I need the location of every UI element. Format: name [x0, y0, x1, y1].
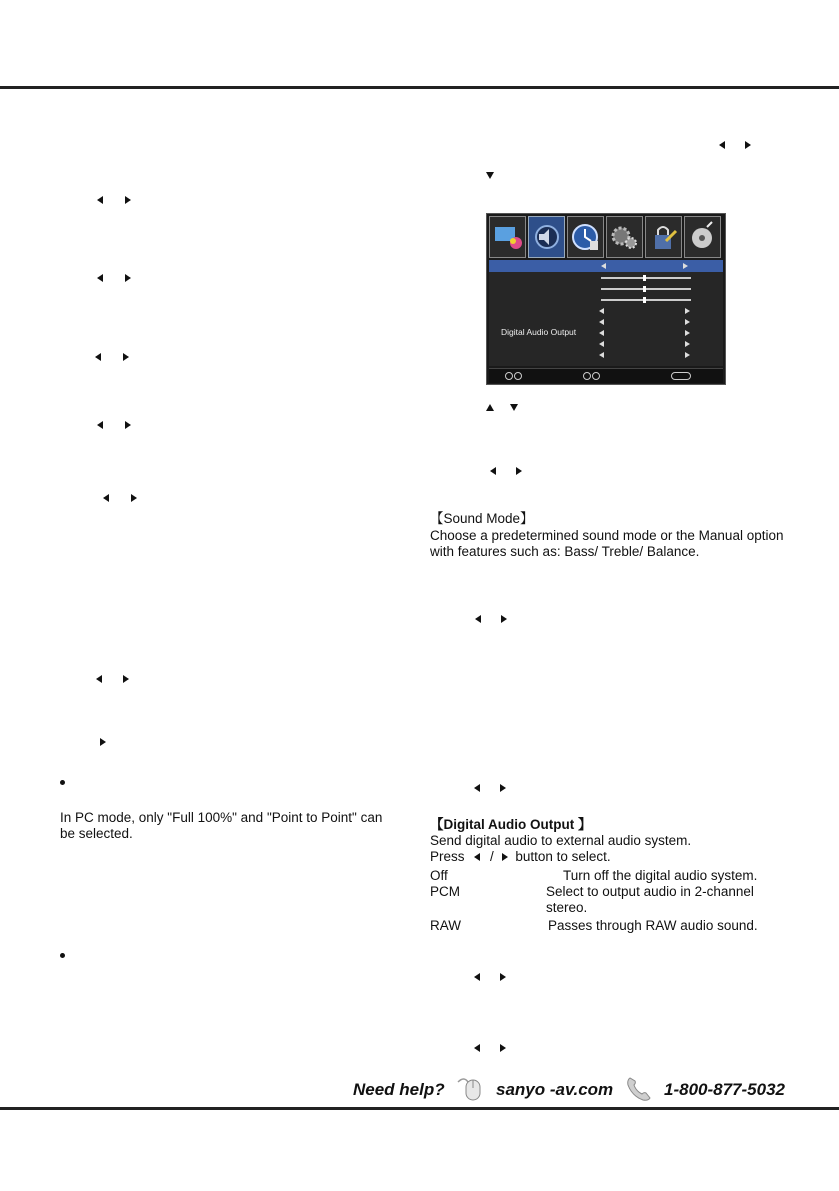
option-pcm-desc: Select to output audio in 2-channel [546, 884, 754, 899]
left-arrow-icon [474, 784, 480, 792]
osd-right-arrow-icon [685, 352, 690, 358]
left-arrow-icon [474, 973, 480, 981]
right-arrow-icon [516, 467, 522, 475]
right-arrow-icon [502, 853, 508, 861]
osd-left-arrow-icon [599, 308, 604, 314]
left-arrow-icon [103, 494, 109, 502]
left-arrow-icon [95, 353, 101, 361]
osd-slider-knob [643, 286, 646, 292]
right-arrow-icon [745, 141, 751, 149]
right-arrow-icon [500, 784, 506, 792]
sound-mode-line1: Choose a predetermined sound mode or the Manual option [430, 528, 784, 543]
pc-note-line2: be selected. [60, 826, 133, 841]
sound-mode-heading: 【Sound Mode】 [430, 511, 534, 526]
osd-slider-knob [643, 297, 646, 303]
left-arrow-icon [474, 1044, 480, 1052]
top-rule [0, 86, 839, 89]
time-menu-icon [567, 216, 604, 258]
website-link[interactable]: sanyo -av.com [496, 1080, 614, 1099]
osd-highlight-row [489, 260, 723, 272]
osd-sound-menu-screenshot [486, 213, 726, 385]
right-arrow-icon [125, 196, 131, 204]
left-arrow-icon [97, 196, 103, 204]
osd-slider [601, 299, 691, 301]
press-instruction [430, 849, 611, 865]
osd-slider [601, 288, 691, 290]
option-raw-desc: Passes through RAW audio sound. [548, 918, 758, 933]
right-arrow-icon [123, 675, 129, 683]
digital-audio-heading: 【Digital Audio Output 】 [430, 817, 592, 832]
left-arrow-icon [490, 467, 496, 475]
right-arrow-icon [131, 494, 137, 502]
sound-menu-icon [528, 216, 565, 258]
right-arrow-icon [125, 421, 131, 429]
mouse-icon [454, 1074, 488, 1104]
osd-down-button-icon [514, 372, 522, 380]
osd-up-button-icon [505, 372, 513, 380]
press-suffix: button to select. [515, 849, 611, 864]
bullet [60, 953, 65, 958]
osd-footer-hints [489, 368, 723, 383]
osd-left-arrow-icon [599, 319, 604, 325]
osd-slider-knob [643, 275, 646, 281]
left-arrow-icon [719, 141, 725, 149]
right-arrow-icon [500, 973, 506, 981]
osd-digital-audio-output-label: Digital Audio Output [501, 327, 577, 337]
right-arrow-icon [123, 353, 129, 361]
left-arrow-icon [97, 274, 103, 282]
phone-icon [624, 1074, 654, 1104]
osd-right-arrow-icon [683, 263, 688, 269]
osd-right-arrow-icon [685, 308, 690, 314]
down-arrow-icon [510, 404, 518, 411]
osd-right-button-icon [592, 372, 600, 380]
right-arrow-icon [500, 1044, 506, 1052]
option-pcm-name: PCM [430, 884, 460, 899]
osd-left-arrow-icon [599, 341, 604, 347]
left-arrow-icon [97, 421, 103, 429]
osd-left-arrow-icon [599, 330, 604, 336]
need-help-label: Need help? [353, 1080, 445, 1099]
up-arrow-icon [486, 404, 494, 411]
left-arrow-icon [474, 853, 480, 861]
picture-menu-icon [489, 216, 526, 258]
option-pcm-desc-line2: stereo. [546, 900, 588, 915]
down-arrow-icon [486, 172, 494, 179]
option-off-desc: Turn off the digital audio system. [563, 868, 758, 883]
left-arrow-icon [475, 615, 481, 623]
bottom-rule [0, 1107, 839, 1110]
press-separator: / [490, 849, 494, 864]
option-raw-name: RAW [430, 918, 461, 933]
digital-audio-line1: Send digital audio to external audio system. [430, 833, 692, 848]
channel-menu-icon [684, 216, 721, 258]
osd-exit-button-icon [671, 372, 691, 380]
osd-right-arrow-icon [685, 319, 690, 325]
osd-left-arrow-icon [601, 263, 606, 269]
phone-number: 1-800-877-5032 [664, 1080, 785, 1099]
osd-left-arrow-icon [599, 352, 604, 358]
osd-slider [601, 277, 691, 279]
pc-note-line1: In PC mode, only "Full 100%" and "Point to Point" can [60, 810, 383, 825]
osd-settings-panel [489, 260, 723, 366]
sound-mode-line2: with features such as: Bass/ Treble/ Balance. [430, 544, 700, 559]
right-arrow-icon [125, 274, 131, 282]
press-prefix: Press [430, 849, 465, 864]
option-off-name: Off [430, 868, 448, 883]
osd-right-arrow-icon [685, 330, 690, 336]
left-arrow-icon [96, 675, 102, 683]
bullet [60, 780, 65, 785]
setup-menu-icon [606, 216, 643, 258]
osd-right-arrow-icon [685, 341, 690, 347]
lock-menu-icon [645, 216, 682, 258]
osd-left-button-icon [583, 372, 591, 380]
osd-icon-bar [489, 216, 723, 258]
right-arrow-icon [501, 615, 507, 623]
right-arrow-icon [100, 738, 106, 746]
